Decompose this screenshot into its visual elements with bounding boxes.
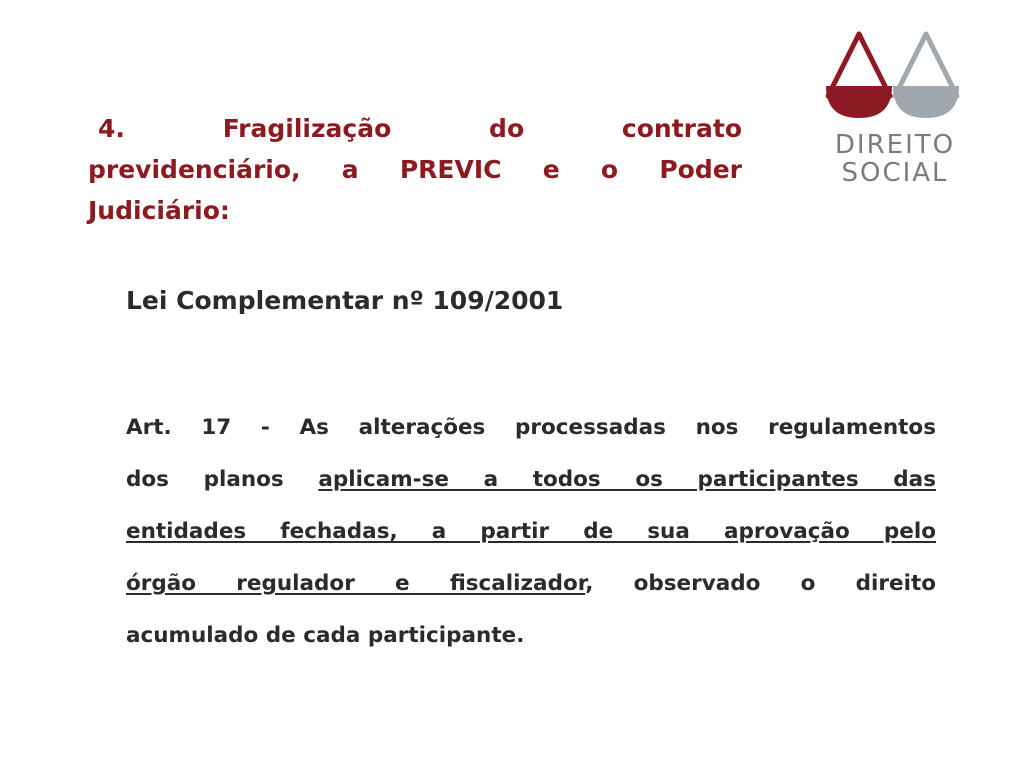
logo-text-direito: DIREITO: [834, 130, 956, 160]
article-line-2: [126, 454, 936, 506]
scales-of-justice-icon: [815, 26, 975, 126]
title-line-3: Judiciário:: [88, 196, 230, 225]
article-line-3-underlined: entidades fechadas, a partir de sua aprovação pelo: [126, 519, 936, 544]
title-line-2: previdenciário, a PREVIC e o Poder: [88, 155, 742, 184]
article-paragraph: [126, 402, 936, 662]
logo-text-social: SOCIAL: [841, 158, 949, 188]
article-line-2-plain: dos planos: [126, 467, 319, 492]
article-line-2-underlined: aplicam-se a todos os participantes das: [318, 467, 936, 492]
title-line-1: 4. Fragilização do contrato: [98, 114, 742, 143]
article-line-4: [126, 558, 936, 610]
article-line-1: Art. 17 - As alterações processadas nos regulamentos: [126, 415, 936, 440]
article-line-4-underlined: órgão regulador e fiscalizador: [126, 571, 586, 596]
article-line-5: acumulado de cada participante.: [126, 623, 525, 648]
article-line-4-plain: , observado o direito: [585, 571, 936, 596]
slide-title: [88, 108, 742, 231]
law-heading: Lei Complementar nº 109/2001: [126, 286, 564, 315]
direito-social-logo: [815, 26, 975, 196]
